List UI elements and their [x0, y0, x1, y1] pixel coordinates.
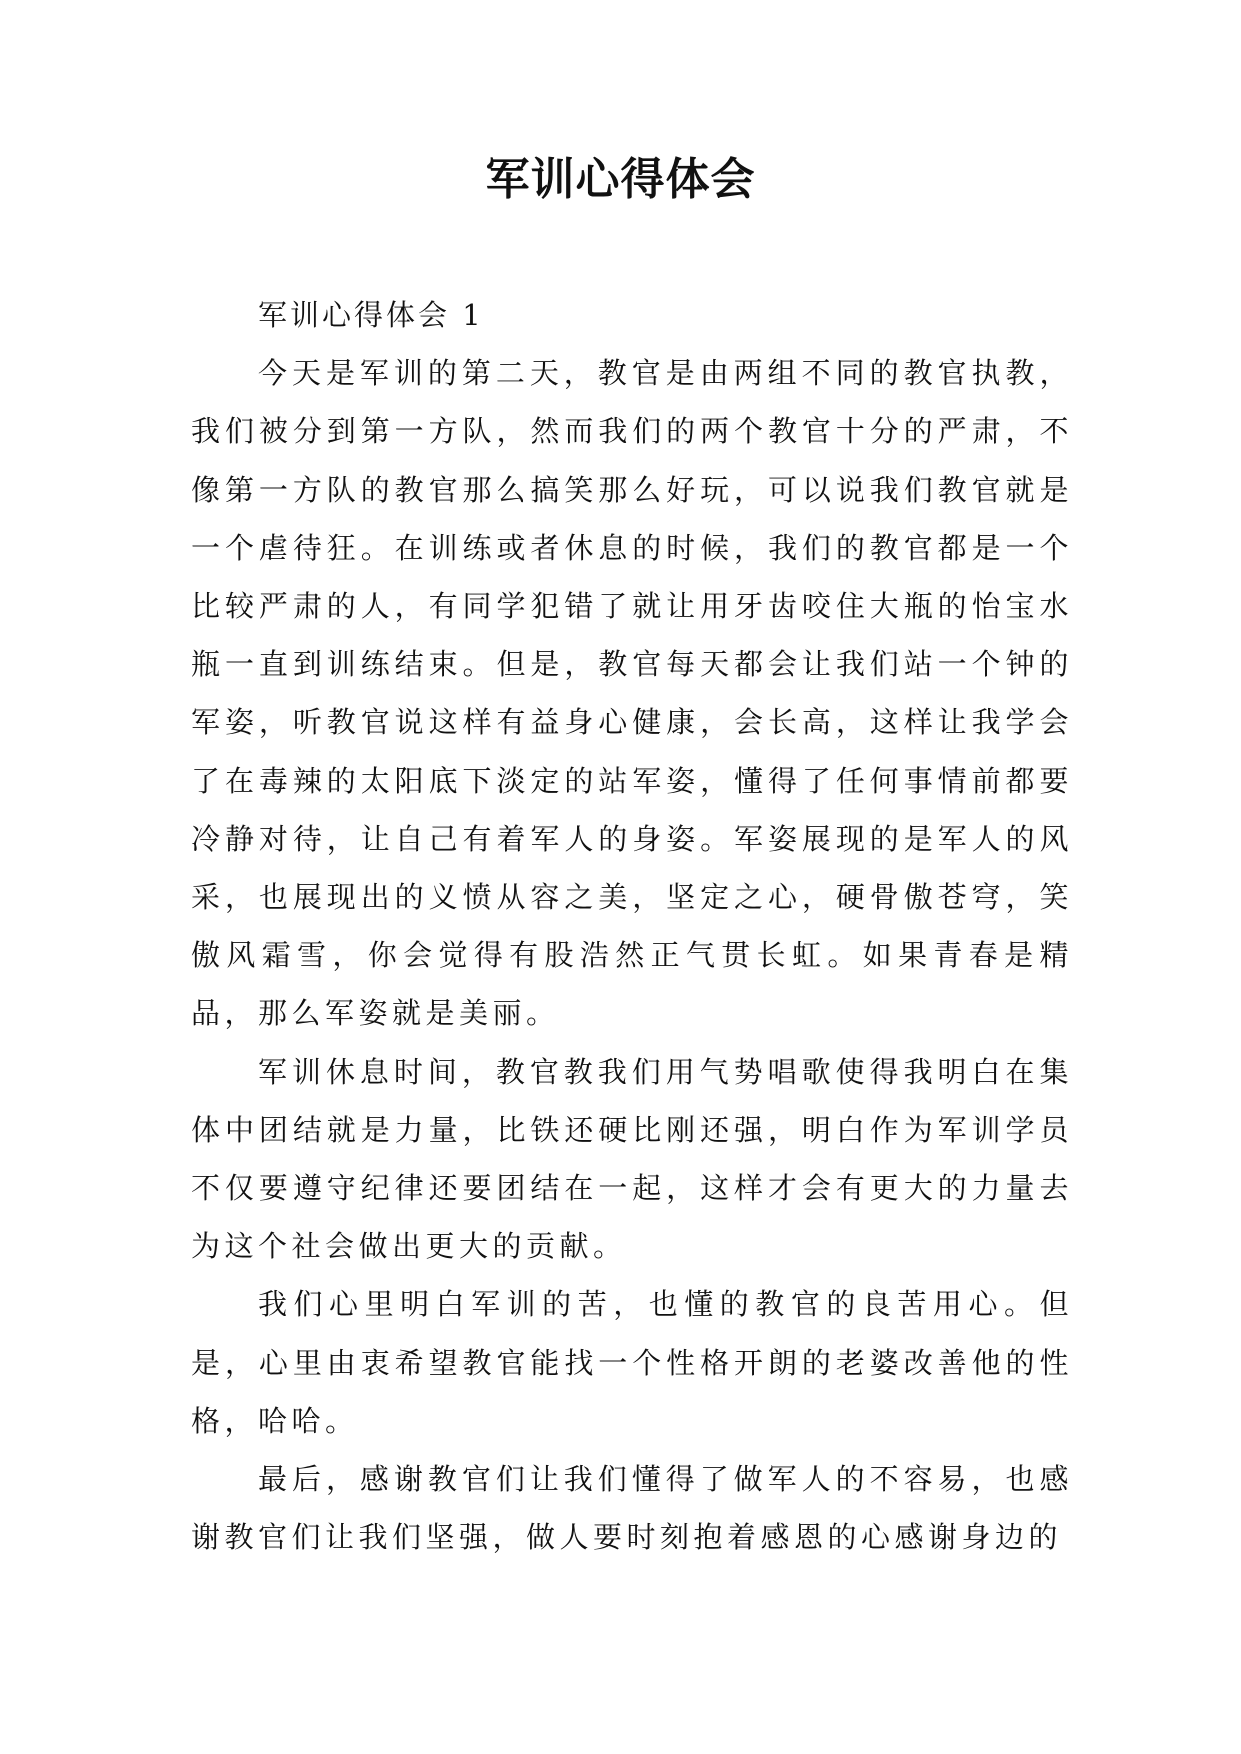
paragraph: 军训休息时间，教官教我们用气势唱歌使得我明白在集体中团结就是力量，比铁还硬比刚还强，明白作为军训学员不仅要遵守纪律还要团结在一起，这样才会有更大的力量去为这个社会做出更大的贡献。 [191, 1054, 1073, 1264]
document-body [191, 286, 1073, 1566]
paragraph: 今天是军训的第二天，教官是由两组不同的教官执教，我们被分到第一方队，然而我们的两个教官十分的严肃，不像第一方队的教官那么搞笑那么好玩，可以说我们教官就是一个虐待狂。在训练或者休息的时候，我们的教官都是一个比较严肃的人，有同学犯错了就让用牙齿咬住大瓶的怡宝水瓶一直到训练结束。但是，教官每天都会让我们站一个钟的军姿，听教官说这样有益身心健康，会长高，这样让我学会了在毒辣的太阳底下淡定的站军姿，懂得了任何事情前都要冷静对待，让自己有着军人的身姿。军姿展现的是军人的风采，也展现出的义愤从容之美，坚定之心，硬骨傲苍穹，笑傲风霜雪，你会觉得有股浩然正气贯长虹。如果青春是精品，那么军姿就是美丽。 [191, 356, 1073, 1031]
paragraph: 我们心里明白军训的苦，也懂的教官的良苦用心。但是，心里由衷希望教官能找一个性格开朗的老婆改善他的性格，哈哈。 [191, 1287, 1073, 1438]
document-title: 军训心得体会 [485, 154, 756, 205]
paragraph: 最后，感谢教官们让我们懂得了做军人的不容易，也感谢教官们让我们坚强，做人要时刻抱着感恩的心感谢身边的 [191, 1462, 1073, 1555]
section-heading: 军训心得体会 1 [258, 298, 484, 332]
